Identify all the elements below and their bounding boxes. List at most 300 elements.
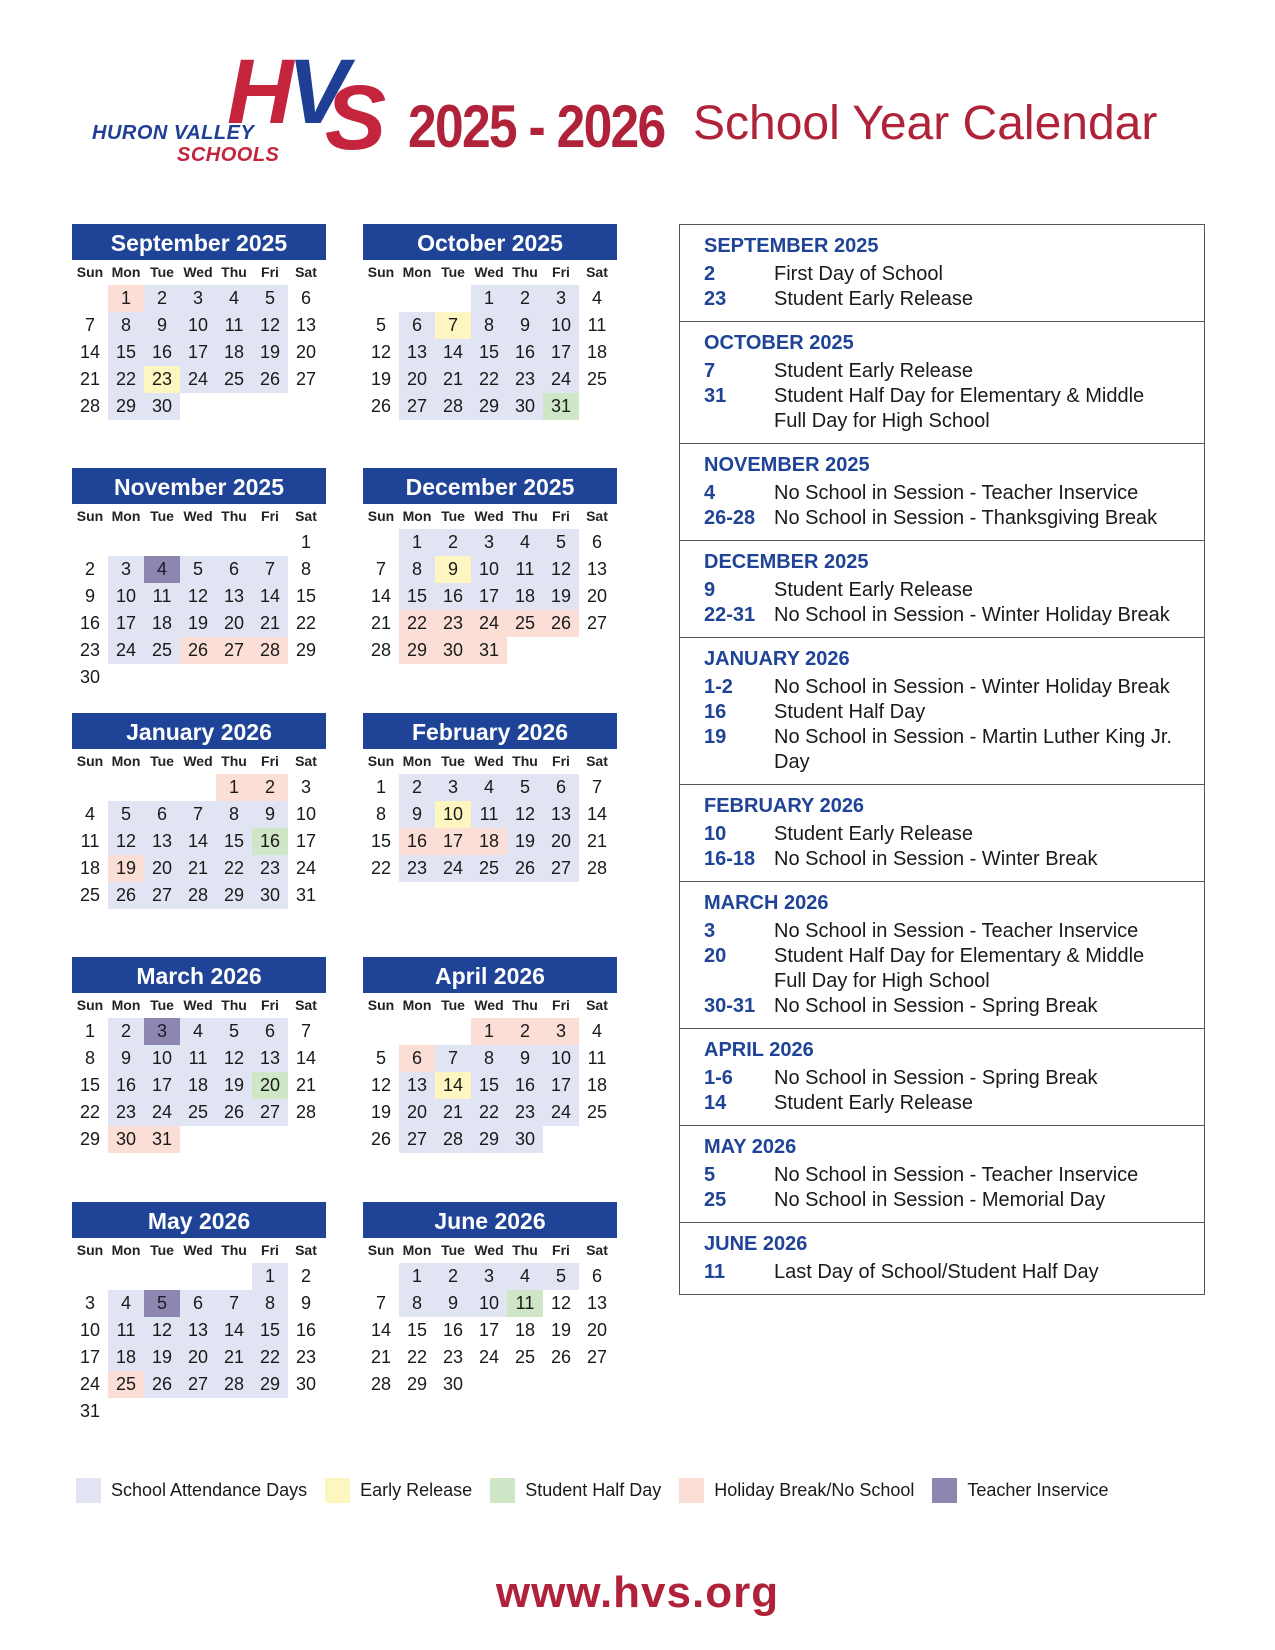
day-cell: 31 [79,1401,101,1421]
day-cell: 9 [252,801,288,828]
day-cell: 19 [252,339,288,366]
day-cell: 30 [252,882,288,909]
weekday-label: Fri [552,997,570,1013]
calendar-march-2026 [72,957,326,1153]
day-cell: 10 [471,1290,507,1317]
day-cell: 10 [144,1045,180,1072]
day-cell: 17 [180,339,216,366]
legend-label-holiday: Holiday Break/No School [714,1480,915,1500]
day-cell: 27 [543,855,579,882]
day-cell: 25 [514,1347,536,1367]
day-cell: 15 [471,339,507,366]
day-cell: 25 [586,369,608,389]
day-cell: 22 [370,858,392,878]
day-cell: 26 [370,1129,392,1149]
weekday-label: Fri [552,508,570,524]
day-cell: 8 [84,1048,95,1068]
day-cell: 7 [591,777,602,797]
event-date: 26-28 [704,507,756,529]
event-date: 1-2 [704,676,733,698]
day-cell: 1 [300,532,311,552]
day-cell: 13 [399,339,435,366]
weekday-label: Sun [76,1242,104,1258]
empty-day [363,1018,399,1045]
day-cell: 17 [144,1072,180,1099]
website-link[interactable]: www.hvs.org [495,1568,780,1617]
weekday-label: Mon [402,753,432,769]
day-cell: 19 [108,855,144,882]
day-cell: 26 [543,610,579,637]
day-cell: 17 [471,583,507,610]
day-cell: 4 [507,529,543,556]
day-cell: 16 [79,613,101,633]
event-description-line: No School in Session - Winter Holiday Break [774,676,1170,698]
event-description-line: No School in Session - Memorial Day [774,1189,1106,1211]
day-cell: 1 [471,285,507,312]
day-cell: 25 [79,885,101,905]
day-cell: 26 [108,882,144,909]
day-cell: 24 [543,1099,579,1126]
day-cell: 18 [216,339,252,366]
event-month-title: APRIL 2026 [704,1039,814,1061]
day-cell: 24 [543,366,579,393]
weekday-label: Sun [367,264,395,280]
weekday-label: Tue [441,264,465,280]
event-date: 16-18 [704,848,756,870]
weekday-label: Sat [586,753,608,769]
day-cell: 30 [507,393,543,420]
day-cell: 12 [550,1293,572,1313]
event-month-section [680,785,1204,882]
event-date: 16 [704,701,727,723]
day-cell: 20 [399,366,435,393]
day-cell: 29 [406,1374,428,1394]
event-description-line: No School in Session - Spring Break [774,1067,1098,1089]
day-cell: 17 [79,1347,101,1367]
day-cell: 11 [507,556,543,583]
day-cell: 5 [543,1263,579,1290]
empty-day [108,529,144,556]
day-cell: 30 [79,667,101,687]
weekday-label: Wed [183,508,213,524]
legend-swatch-inservice [932,1478,957,1503]
month-title: September 2025 [72,224,326,260]
day-cell: 11 [80,831,100,851]
day-cell: 2 [300,1266,311,1286]
day-cell: 23 [144,366,180,393]
event-row [704,287,1182,312]
day-cell: 27 [295,369,317,389]
weekday-header [72,504,326,529]
day-cell: 3 [471,1263,507,1290]
day-cell: 8 [471,312,507,339]
day-cell: 7 [84,315,95,335]
event-month-title: DECEMBER 2025 [704,551,869,573]
empty-day [399,285,435,312]
day-cell: 16 [442,1320,464,1340]
weekday-label: Tue [441,508,465,524]
event-row [704,847,1182,872]
weekday-label: Mon [402,508,432,524]
month-title: October 2025 [363,224,617,260]
day-cell: 3 [180,285,216,312]
day-cell: 15 [108,339,144,366]
day-cell: 19 [370,369,392,389]
page-title [408,92,1158,161]
weekday-header [363,1238,617,1263]
day-cell: 7 [180,801,216,828]
weekday-label: Tue [441,1242,465,1258]
day-cell: 20 [586,1320,608,1340]
empty-day [108,1263,144,1290]
day-cell: 31 [471,637,507,664]
day-cell: 23 [507,1099,543,1126]
event-description [774,603,1182,628]
weekday-label: Sat [295,508,317,524]
day-cell: 4 [144,556,180,583]
event-row [704,1091,1182,1116]
day-cell: 4 [591,1021,602,1041]
event-row [704,822,1182,847]
weekday-label: Thu [512,753,538,769]
weekday-label: Sat [295,1242,317,1258]
empty-day [435,285,471,312]
legend [76,1478,1126,1503]
event-description [774,359,1182,384]
weekday-label: Fri [261,264,279,280]
empty-day [399,1018,435,1045]
event-month-title: NOVEMBER 2025 [704,454,870,476]
day-cell: 6 [252,1018,288,1045]
day-cell: 14 [370,586,392,606]
weekday-label: Tue [150,264,174,280]
day-cell: 26 [144,1371,180,1398]
day-cell: 7 [435,312,471,339]
day-cell: 12 [370,1075,392,1095]
weekday-label: Fri [552,753,570,769]
day-cell: 12 [507,801,543,828]
event-month-section [680,1126,1204,1223]
event-description [774,822,1182,847]
event-description [774,578,1182,603]
day-cell: 29 [471,1126,507,1153]
calendar-april-2026 [363,957,617,1153]
day-cell: 2 [108,1018,144,1045]
logo-text-line1: HURON VALLEY [92,122,255,144]
day-cell: 19 [550,1320,572,1340]
day-cell: 17 [543,1072,579,1099]
day-cell: 14 [586,804,608,824]
day-cell: 24 [471,610,507,637]
day-cell: 26 [507,855,543,882]
day-cell: 23 [507,366,543,393]
event-date: 5 [704,1164,716,1186]
day-cell: 21 [370,1347,392,1367]
day-cell: 16 [295,1320,317,1340]
event-description-line: Full Day for High School [774,410,990,432]
day-cell: 10 [471,556,507,583]
event-description-line: Last Day of School/Student Half Day [774,1261,1099,1283]
weekday-header [72,749,326,774]
event-row [704,1066,1182,1091]
event-description [774,847,1182,872]
day-cell: 21 [252,610,288,637]
month-title: March 2026 [72,957,326,993]
day-cell: 16 [507,1072,543,1099]
empty-day [72,529,108,556]
legend-label-inservice: Teacher Inservice [967,1480,1109,1500]
day-cell: 13 [252,1045,288,1072]
day-cell: 2 [252,774,288,801]
day-cell: 22 [79,1102,101,1122]
day-cell: 9 [144,312,180,339]
event-month-section [680,1223,1204,1294]
empty-day [144,774,180,801]
day-cell: 6 [180,1290,216,1317]
day-cell: 28 [216,1371,252,1398]
event-month-title: OCTOBER 2025 [704,332,854,354]
day-cell: 23 [79,640,101,660]
weekday-label: Mon [111,1242,141,1258]
day-cell: 22 [399,610,435,637]
day-cell: 2 [507,285,543,312]
event-date: 20 [704,945,727,967]
day-grid [363,774,617,882]
day-cell: 12 [180,583,216,610]
day-cell: 17 [478,1320,500,1340]
day-grid [363,285,617,420]
event-description-line: No School in Session - Winter Break [774,848,1098,870]
calendar-february-2026 [363,713,617,882]
event-description-line: Student Half Day [774,701,926,723]
day-grid [363,1018,617,1153]
day-cell: 1 [399,1263,435,1290]
weekday-label: Sun [76,264,104,280]
day-grid [363,1263,617,1398]
weekday-label: Wed [183,753,213,769]
day-cell: 13 [586,1293,608,1313]
day-cell: 29 [471,393,507,420]
calendar-november-2025 [72,468,326,691]
day-cell: 19 [180,610,216,637]
day-cell: 18 [108,1344,144,1371]
day-cell: 11 [587,315,607,335]
day-cell: 24 [295,858,317,878]
day-cell: 13 [144,828,180,855]
day-cell: 13 [543,801,579,828]
legend-swatch-attendance [76,1478,101,1503]
legend-label-half-day: Student Half Day [525,1480,662,1500]
day-cell: 22 [216,855,252,882]
empty-day [180,529,216,556]
legend-item-early-release [325,1478,472,1503]
day-cell: 27 [399,393,435,420]
calendar-january-2026 [72,713,326,909]
day-cell: 14 [216,1317,252,1344]
weekday-label: Fri [261,997,279,1013]
day-cell: 1 [252,1263,288,1290]
day-cell: 20 [586,586,608,606]
weekday-label: Sun [367,1242,395,1258]
day-cell: 22 [252,1344,288,1371]
event-date: 22-31 [704,604,756,626]
event-description-line: Student Early Release [774,823,974,845]
day-cell: 20 [543,828,579,855]
day-cell: 25 [216,366,252,393]
event-description [774,944,1182,994]
event-row [704,603,1182,628]
day-cell: 8 [300,559,311,579]
day-cell: 4 [180,1018,216,1045]
day-cell: 28 [295,1102,317,1122]
event-description-line: No School in Session - Winter Holiday Break [774,604,1170,626]
weekday-label: Mon [402,1242,432,1258]
day-cell: 3 [84,1293,95,1313]
day-cell: 11 [216,312,252,339]
event-date: 3 [704,920,716,942]
day-cell: 6 [216,556,252,583]
day-cell: 9 [435,556,471,583]
day-cell: 30 [435,637,471,664]
event-month-section [680,541,1204,638]
day-cell: 4 [471,774,507,801]
month-title: February 2026 [363,713,617,749]
weekday-header [72,993,326,1018]
day-cell: 4 [216,285,252,312]
day-cell: 31 [144,1126,180,1153]
weekday-label: Tue [441,997,465,1013]
day-cell: 12 [216,1045,252,1072]
day-cell: 1 [216,774,252,801]
empty-day [108,774,144,801]
day-cell: 11 [144,583,180,610]
event-date: 10 [704,823,727,845]
day-cell: 7 [216,1290,252,1317]
day-cell: 28 [370,640,392,660]
day-cell: 1 [399,529,435,556]
day-cell: 4 [108,1290,144,1317]
weekday-label: Fri [261,508,279,524]
day-cell: 19 [543,583,579,610]
event-month-section [680,444,1204,541]
weekday-label: Sat [586,264,608,280]
day-cell: 3 [471,529,507,556]
day-cell: 18 [144,610,180,637]
day-cell: 20 [216,610,252,637]
day-cell: 23 [399,855,435,882]
day-cell: 11 [108,1317,144,1344]
weekday-label: Wed [183,264,213,280]
day-cell: 8 [216,801,252,828]
day-cell: 5 [108,801,144,828]
day-cell: 13 [399,1072,435,1099]
day-cell: 10 [435,801,471,828]
day-cell: 21 [370,613,392,633]
day-cell: 14 [252,583,288,610]
event-row [704,944,1182,994]
day-cell: 20 [144,855,180,882]
event-date: 2 [704,263,716,285]
legend-item-attendance [76,1478,307,1503]
day-cell: 22 [295,613,317,633]
logo-mark: HVS [227,41,381,169]
day-cell: 13 [216,583,252,610]
event-month-section [680,1029,1204,1126]
calendar-september-2025 [72,224,326,420]
day-cell: 6 [144,801,180,828]
month-title: June 2026 [363,1202,617,1238]
day-cell: 1 [84,1021,95,1041]
day-cell: 9 [399,801,435,828]
day-cell: 31 [543,393,579,420]
calendar-december-2025 [363,468,617,664]
event-date: 19 [704,726,727,748]
event-row [704,1188,1182,1213]
event-description [774,994,1182,1019]
day-cell: 11 [471,801,507,828]
day-cell: 27 [144,882,180,909]
day-cell: 25 [144,637,180,664]
weekday-label: Wed [474,508,504,524]
day-cell: 30 [507,1126,543,1153]
event-description [774,675,1182,700]
weekday-label: Wed [474,264,504,280]
day-cell: 5 [216,1018,252,1045]
day-cell: 29 [108,393,144,420]
day-cell: 8 [399,556,435,583]
event-month-title: JUNE 2026 [704,1233,808,1255]
day-cell: 30 [144,393,180,420]
day-cell: 10 [543,1045,579,1072]
day-cell: 14 [180,828,216,855]
event-description-line: No School in Session - Spring Break [774,995,1098,1017]
day-cell: 26 [180,637,216,664]
day-cell: 4 [507,1263,543,1290]
day-cell: 15 [216,828,252,855]
day-cell: 6 [300,288,311,308]
event-description-line: Full Day for High School [774,970,990,992]
day-cell: 26 [216,1099,252,1126]
weekday-label: Wed [183,997,213,1013]
day-cell: 23 [252,855,288,882]
legend-label-early-release: Early Release [360,1480,473,1500]
weekday-label: Mon [402,264,432,280]
event-description-line: Student Half Day for Elementary & Middle [774,945,1145,967]
empty-day [435,1018,471,1045]
day-cell: 16 [108,1072,144,1099]
day-cell: 28 [79,396,101,416]
day-cell: 18 [507,583,543,610]
weekday-label: Wed [474,753,504,769]
day-cell: 30 [108,1126,144,1153]
day-cell: 17 [543,339,579,366]
event-date: 9 [704,579,716,601]
empty-day [180,1263,216,1290]
day-cell: 11 [180,1045,216,1072]
empty-day [216,1263,252,1290]
day-cell: 8 [252,1290,288,1317]
event-month-title: MAY 2026 [704,1136,797,1158]
day-cell: 4 [84,804,95,824]
day-cell: 30 [442,1374,464,1394]
day-cell: 12 [543,556,579,583]
day-cell: 18 [180,1072,216,1099]
day-cell: 5 [375,315,386,335]
day-cell: 21 [435,1099,471,1126]
event-description [774,700,1182,725]
day-cell: 16 [252,828,288,855]
day-cell: 21 [586,831,608,851]
